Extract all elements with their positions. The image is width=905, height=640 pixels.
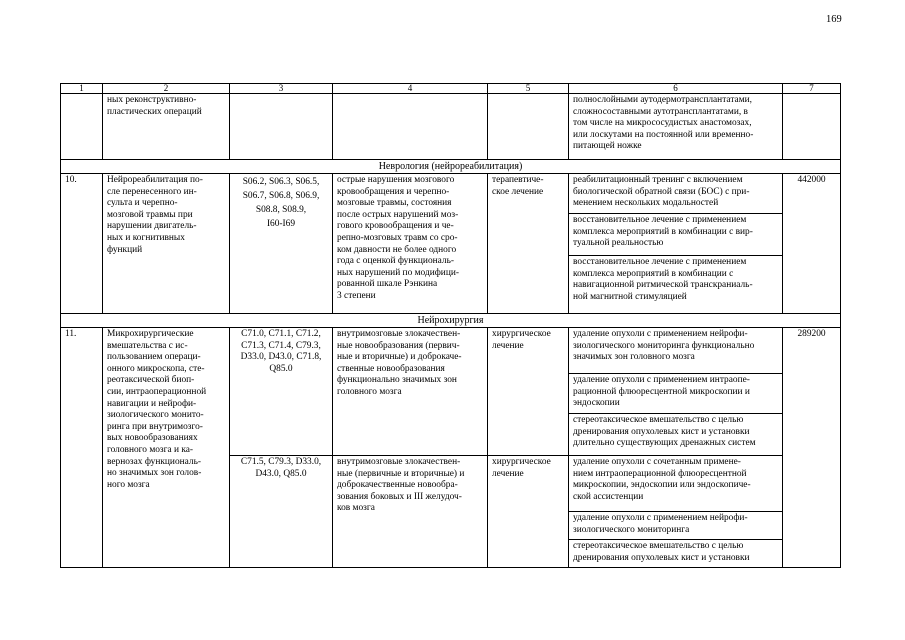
column-number: 6 (569, 84, 783, 94)
column-number: 4 (333, 84, 488, 94)
patient-model: острые нарушения мозгового кровообращения и черепно- мозговые травмы, состояния после острых нарушений моз- гового кровообращения и че- репно-мозговых травм со сро- ком давности не более одного года с оценкой функциональ- ных нарушений по модифици- рованной шкале Рэнкина 3 степени (333, 174, 488, 314)
treatment-method: стереотаксическое вмешательство с целью дренирования опухолевых кист и установки длительно существующих дренажных систем (569, 414, 783, 456)
treatment-method: удаление опухоли с применением нейрофи- зиологического мониторинга функционально значимых зон головного мозга (569, 328, 783, 374)
treatment-type: хирургическое лечение (488, 328, 569, 456)
column-number: 7 (783, 84, 841, 94)
column-number: 1 (61, 84, 103, 94)
column-number-row (61, 84, 841, 94)
row-number-cell (61, 94, 103, 160)
cost-value: 289200 (783, 328, 841, 568)
cost-value: 442000 (783, 174, 841, 314)
icd-codes: C71.0, C71.1, C71.2, C71.3, C71.4, C79.3, D33.0, D43.0, C71.8, Q85.0 (230, 328, 333, 456)
treatment-method: восстановительное лечение с применением комплекса мероприятий в комбинации с навигационной ритмической транскраниаль- ной магнитной стимуляцией (569, 256, 783, 314)
treatment-method: стереотаксическое вмешательство с целью дренирования опухолевых кист и установки (569, 540, 783, 568)
treatment-method: удаление опухоли с применением интраопе- рационной флюоресцентной микроскопии и эндоскопии (569, 374, 783, 414)
treatment-method: удаление опухоли с сочетанным примене- нием интраоперационной флюоресцентной микроскопии, эндоскопии или эндоскопиче- ской ассистенции (569, 456, 783, 512)
patient-model: внутримозговые злокачествен- ные (первичные и вторичные) и доброкачественные новообра- зования боковых и III желудоч- ков мозга (333, 456, 488, 568)
icd-codes: S06.2, S06.3, S06.5, S06.7, S06.8, S06.9, S08.8, S08.9, I60-I69 (230, 174, 333, 314)
section-title: Неврология (нейрореабилитация) (61, 160, 841, 174)
column-number: 5 (488, 84, 569, 94)
page-number: 169 (826, 14, 842, 25)
treatment-method: полнослойными аутодермотрансплантатами, сложносоставными аутотрансплантатами, в том числе на микрососудистых анастомозах, или лоскутами на постоянной или временно- питающей ножке (569, 94, 783, 160)
section-title: Нейрохирургия (61, 314, 841, 328)
icd-codes: C71.5, C79.3, D33.0, D43.0, Q85.0 (230, 456, 333, 568)
treatment-type: хирургическое лечение (488, 456, 569, 568)
treatment-type: терапевтиче- ское лечение (488, 174, 569, 314)
treatment-method: реабилитационный тренинг с включением биологической обратной связи (БОС) с при- менением нескольких модальностей (569, 174, 783, 214)
care-type-name: Нейрореабилитация по- сле перенесенного ин- сульта и черепно- мозговой травмы при нарушении двигатель- ных и когнитивных функций (103, 174, 230, 314)
table-row (61, 328, 841, 374)
medical-care-table (60, 83, 841, 568)
treatment-method: удаление опухоли с применением нейрофи- зиологического мониторинга (569, 512, 783, 540)
care-type-name: ных реконструктивно- пластических операций (103, 94, 230, 160)
icd-codes-cell (230, 94, 333, 160)
continuation-row (61, 94, 841, 160)
patient-model: внутримозговые злокачествен- ные новообразования (первич- ные и вторичные) и доброкаче- ственные новообразования функционально значимых зон головного мозга (333, 328, 488, 456)
column-number: 2 (103, 84, 230, 94)
cost-cell (783, 94, 841, 160)
care-type-name: Микрохирургические вмешательства с ис- пользованием операци- онного микроскопа, сте- реотаксической биоп- сии, интраоперационной навигации и нейрофи- зиологического монито- ринга при внутримозго- вых новообразованиях головного мозга и ка- вернозах функциональ- но значимых зон голов- ного мозга (103, 328, 230, 568)
row-number: 11. (61, 328, 103, 568)
table-row (61, 174, 841, 214)
section-header-neurosurgery (61, 314, 841, 328)
patient-model-cell (333, 94, 488, 160)
treatment-method: восстановительное лечение с применением комплекса мероприятий в комбинации с вир- туальной реальностью (569, 214, 783, 256)
section-header-neurology (61, 160, 841, 174)
treatment-type-cell (488, 94, 569, 160)
column-number: 3 (230, 84, 333, 94)
row-number: 10. (61, 174, 103, 314)
